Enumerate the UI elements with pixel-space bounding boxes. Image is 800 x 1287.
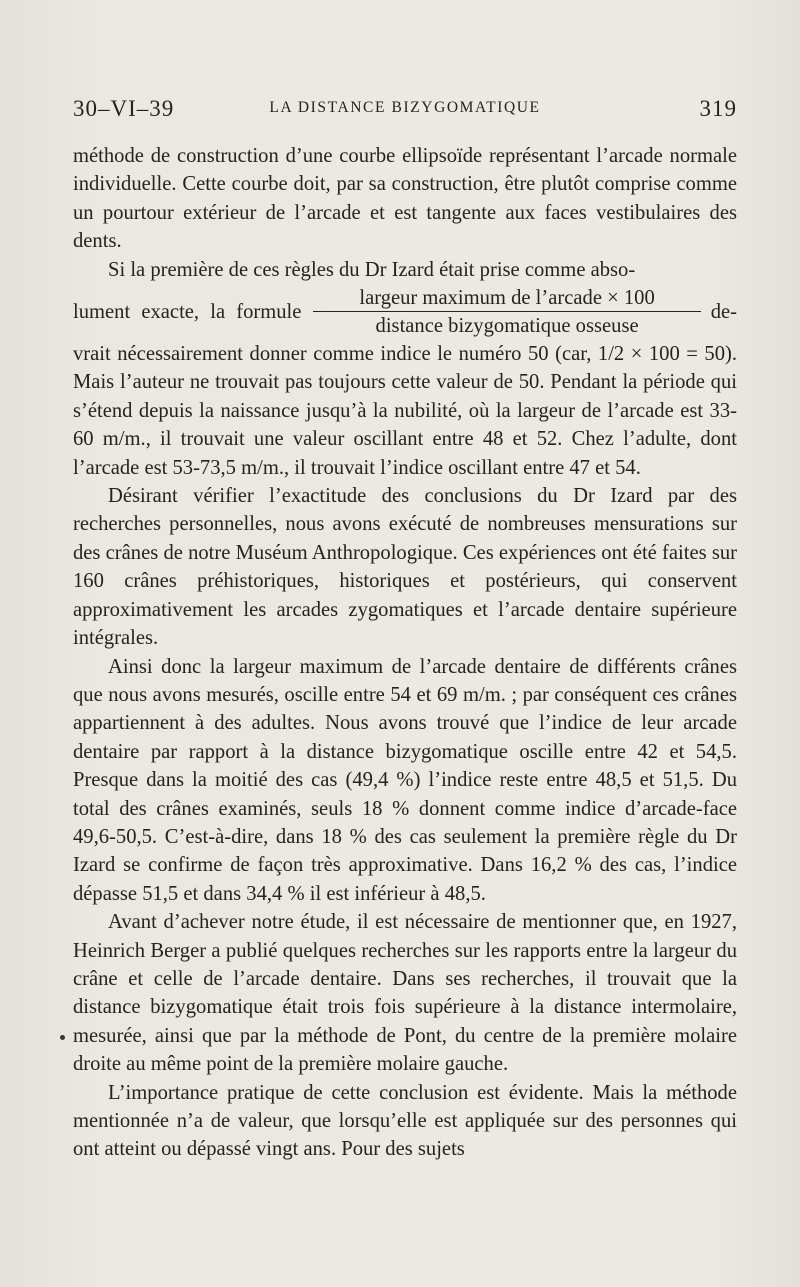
paragraph-6: Avant d’achever notre étude, il est nécessaire de mentionner que, en 1927, Heinrich Berger a publié quelques recherches sur les rapports entre la largeur du crâne et celle de l’arcade dentaire. Dans ses recherches, il trouvait que la distance bizygomatique était trois fois supérieure à la distance intermolaire, mesurée, ainsi que par la méthode de Pont, du centre de la première molaire droite au même point de la première molaire gauche. [73, 911, 737, 1076]
formula-line [73, 284, 737, 340]
paragraph-5: Ainsi donc la largeur maximum de l’arcade dentaire de différents crânes que nous avons mesurés, oscille entre 54 et 69 m/m. ; par conséquent ces crânes appartiennent à des adultes. Nous avons trouvé que l’indice de leur arcade dentaire par rapport à la distance bizygomatique oscille entre 42 et 54,5. Presque dans la moitié des cas (49,4 %) l’indice reste entre 48,5 et 51,5. Du total des crânes examinés, seuls 18 % donnent comme indice d’arcade-face 49,6-50,5. C’est-à-dire, dans 18 % des cas seulement la première règle du Dr Izard se confirme de façon très approximative. Dans 16,2 % des cas, l’indice dépasse 51,5 et dans 34,4 % il est inférieur à 48,5. [73, 655, 737, 905]
page-header [73, 96, 737, 128]
formula-denominator: distance bizygomatique osseuse [375, 315, 639, 338]
paragraph-1: méthode de construction d’une courbe ellipsoïde représentant l’arcade normale individuelle. Cette courbe doit, par sa construction, être plutôt comprise comme un pourtour extérieur de l’arcade et est tangente aux faces vestibulaires des dents. [73, 145, 737, 253]
paragraph-7: L’importance pratique de cette conclusion est évidente. Mais la méthode mentionnée n’a de valeur, que lorsqu’elle est appliquée sur des personnes qui ont atteint ou dépassé vingt ans. Pour des sujets [73, 1081, 737, 1161]
header-date: 30–VI–39 [73, 96, 175, 121]
paragraph-2: Si la première de ces règles du Dr Izard était prise comme abso- [108, 258, 636, 281]
margin-dot [60, 1035, 65, 1040]
fraction-bar [313, 311, 700, 312]
page-number: 319 [699, 96, 737, 121]
paragraph-4: Désirant vérifier l’exactitude des conclusions du Dr Izard par des recherches personnelles, nous avons exécuté de nombreuses mensurations sur des crânes de notre Muséum Anthropologique. Ces expériences ont été faites sur 160 crânes préhistoriques, historiques et postérieurs, qui conservent approximativement les arcades zygomatiques et l’arcade dentaire supérieure intégrales. [73, 485, 737, 650]
running-title: LA DISTANCE BIZYGOMATIQUE [269, 99, 541, 116]
formula-lead-text: lument exacte, la formule [73, 300, 302, 323]
formula-numerator: largeur maximum de l’arcade × 100 [359, 287, 655, 310]
body-text [73, 142, 737, 1164]
paragraph-3: vrait nécessairement donner comme indice le numéro 50 (car, 1/2 × 100 = 50). Mais l’auteur ne trouvait pas toujours cette valeur de 50. Pendant la période qui s’étend depuis la naissance jusqu’à la nubilité, où la largeur de l’arcade est 33-60 m/m., il trouvait une valeur oscillant entre 48 et 52. Chez l’adulte, dont l’arcade est 53-73,5 m/m., il trouvait l’indice oscillant entre 47 et 54. [73, 343, 737, 479]
index-formula [313, 286, 700, 338]
formula-trail-text: de- [710, 300, 737, 323]
